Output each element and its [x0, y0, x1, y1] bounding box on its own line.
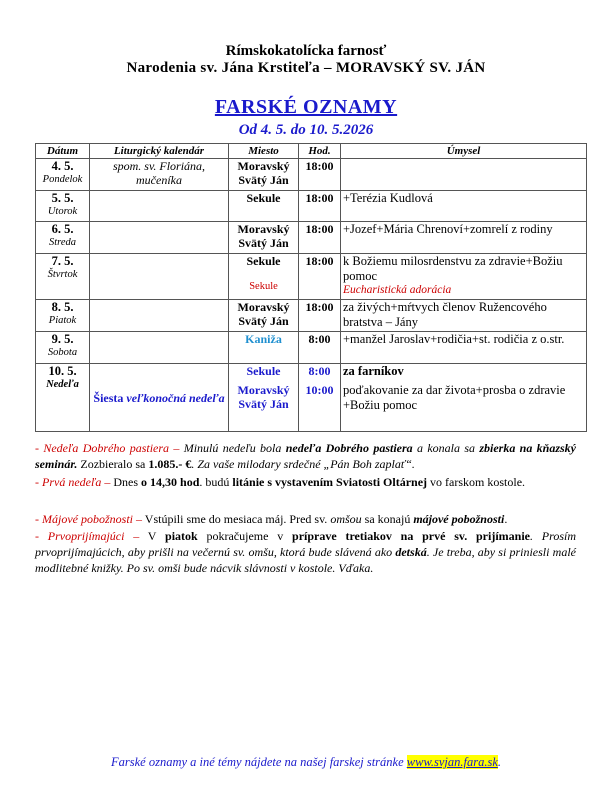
- announcement-first-communion: [35, 528, 576, 576]
- text-bold: príprave tretiakov na prvé sv. prijímanie: [292, 529, 530, 543]
- text: omšou: [330, 512, 362, 526]
- announcement-good-shepherd: [35, 440, 576, 472]
- time-cell: 18:00: [299, 159, 341, 191]
- text: Minulú nedeľu bola: [179, 441, 286, 455]
- text: vo farskom kostole.: [427, 475, 526, 489]
- intent-cell: [341, 364, 587, 432]
- text-bold: detská: [395, 545, 427, 559]
- calendar-cell: [90, 254, 229, 300]
- place: Kaniža: [245, 332, 282, 346]
- place: Sekule: [246, 254, 281, 268]
- intent: za farníkov: [343, 364, 404, 378]
- time-cell: [299, 364, 341, 432]
- adoration-note: Eucharistická adorácia: [343, 284, 452, 296]
- time: 8:00: [308, 364, 331, 378]
- date: 10. 5.: [48, 364, 77, 378]
- announcement-first-sunday: [35, 474, 576, 490]
- intent-cell: za živých+mŕtvych členov Ružencového bratstva – Jány: [341, 300, 587, 332]
- date-cell: [36, 300, 90, 332]
- table-row: [36, 332, 587, 364]
- weekday: Nedeľa: [46, 379, 79, 390]
- date: 9. 5.: [51, 332, 74, 346]
- document-title: FARSKÉ OZNAMY: [214, 96, 398, 118]
- date: 7. 5.: [51, 254, 74, 268]
- place-cell: Sekule: [229, 191, 299, 222]
- date: 5. 5.: [51, 191, 74, 205]
- text-bold: litánie s vystavením Sviatosti Oltárnej: [232, 475, 428, 489]
- date-cell: [36, 191, 90, 222]
- table-row: [36, 364, 587, 432]
- text: . Prosím prvoprijímajúcich, aby prišli na večernú sv. omšu, ktorá bude slávená ako: [35, 529, 577, 559]
- announcement-heading: Májové pobožnosti –: [42, 512, 142, 526]
- text: Vstúpili sme do mesiaca máj. Pred sv.: [142, 512, 331, 526]
- footer-end: .: [497, 755, 501, 769]
- text: . Za vaše milodary srdečné „Pán Boh zaplať“.: [191, 457, 415, 471]
- text-bold: nedeľa Dobrého pastiera: [285, 441, 413, 455]
- date: 6. 5.: [51, 222, 74, 236]
- text: Dnes: [110, 475, 142, 489]
- intent-cell: +manžel Jaroslav+rodičia+st. rodičia z o.str.: [341, 332, 587, 364]
- website-link[interactable]: www.svjan.fara.sk: [406, 755, 498, 769]
- text-bold: piatok: [165, 529, 198, 543]
- intent-cell: [341, 254, 587, 300]
- text: V: [139, 529, 166, 543]
- weekday: Streda: [48, 237, 77, 248]
- dash: -: [35, 441, 39, 455]
- date-cell: [36, 254, 90, 300]
- footer-note: [0, 755, 612, 770]
- text: . budú: [199, 475, 233, 489]
- time-cell: 8:00: [299, 332, 341, 364]
- place: Sekule: [246, 364, 281, 378]
- place-cell: [229, 254, 299, 300]
- weekday: Štvrtok: [47, 269, 78, 280]
- intent-cell: +Jozef+Mária Chrenoví+zomrelí z rodiny: [341, 222, 587, 254]
- weekday: Sobota: [47, 347, 78, 358]
- col-header-place: Miesto: [229, 144, 299, 159]
- text-bold: zbierka na kňazský seminár.: [35, 441, 577, 471]
- calendar-cell: [90, 222, 229, 254]
- table-row: [36, 254, 587, 300]
- announcement-heading: Prvoprijímajúci –: [47, 529, 140, 543]
- text: a konala sa: [412, 441, 480, 455]
- intent-cell: [341, 159, 587, 191]
- intent: k Božiemu milosrdenstvu za zdravie+Božiu pomoc: [343, 254, 563, 283]
- table-row: [36, 159, 587, 191]
- date-range: Od 4. 5. do 10. 5.2026: [238, 122, 374, 138]
- announcement-heading: Prvá nedeľa –: [42, 475, 111, 489]
- table-row: [36, 222, 587, 254]
- dash: -: [35, 475, 39, 489]
- col-header-calendar: Liturgický kalendár: [90, 144, 229, 159]
- text-bold: 1.085.- €: [148, 457, 192, 471]
- calendar-cell: [90, 300, 229, 332]
- calendar-cell: [90, 191, 229, 222]
- time-second: 10:00: [305, 383, 334, 397]
- feast-number: Šiesta: [93, 390, 124, 405]
- date: 4. 5.: [51, 159, 74, 173]
- text: sa konajú: [361, 512, 414, 526]
- time-cell: 18:00: [299, 222, 341, 254]
- calendar-cell: [90, 364, 229, 432]
- text: . Je treba, aby si priniesli malé modlitebné knižky. Po sv. omši bude nácvik slávnosti v kostole. Vďaka.: [35, 545, 576, 575]
- calendar-cell: spom. sv. Floriána, mučeníka: [90, 159, 229, 191]
- date-cell: [36, 222, 90, 254]
- feast-name: veľkonočná nedeľa: [126, 390, 225, 405]
- table-row: [36, 191, 587, 222]
- date: 8. 5.: [51, 300, 74, 314]
- date-cell: [36, 364, 90, 432]
- place-cell: [229, 332, 299, 364]
- calendar-cell: [90, 332, 229, 364]
- weekday: Piatok: [48, 315, 77, 326]
- announcement-may-devotions: [35, 511, 576, 527]
- time-cell: 18:00: [299, 191, 341, 222]
- text: pokračujeme v: [197, 529, 293, 543]
- col-header-intent: Úmysel: [341, 144, 587, 159]
- intent-cell: +Terézia Kudlová: [341, 191, 587, 222]
- table-header-row: [36, 144, 587, 159]
- weekday: Utorok: [47, 206, 78, 217]
- text-bold: májové pobožnosti: [413, 512, 505, 526]
- place-cell: Moravský Svätý Ján: [229, 159, 299, 191]
- place-cell: [229, 364, 299, 432]
- adoration-place: Sekule: [249, 281, 278, 292]
- parish-location: Narodenia sv. Jána Krstiteľa – MORAVSKÝ SV. JÁN: [126, 60, 486, 76]
- intent-second: poďakovanie za dar života+prosba o zdravie +Božiu pomoc: [343, 383, 566, 412]
- text-bold: o 14,30 hod: [141, 475, 200, 489]
- time-cell: 18:00: [299, 254, 341, 300]
- dash: -: [35, 512, 39, 526]
- place-cell: Moravský Svätý Ján: [229, 300, 299, 332]
- announcement-heading: Nedeľa Dobrého pastiera –: [43, 441, 180, 455]
- text: Zozbieralo sa: [77, 457, 149, 471]
- text: .: [504, 512, 508, 526]
- date-cell: [36, 159, 90, 191]
- col-header-date: Dátum: [36, 144, 90, 159]
- schedule-table: [35, 143, 587, 432]
- date-cell: [36, 332, 90, 364]
- footer-text: Farské oznamy a iné témy nájdete na našej farskej stránke: [111, 755, 407, 769]
- weekday: Pondelok: [42, 174, 83, 185]
- parish-name: Rímskokatolícka farnosť: [225, 43, 387, 59]
- col-header-time: Hod.: [299, 144, 341, 159]
- time-cell: 18:00: [299, 300, 341, 332]
- place-cell: Moravský Svätý Ján: [229, 222, 299, 254]
- dash: -: [35, 529, 39, 543]
- place-second: Moravský Svätý Ján: [237, 383, 290, 411]
- table-row: [36, 300, 587, 332]
